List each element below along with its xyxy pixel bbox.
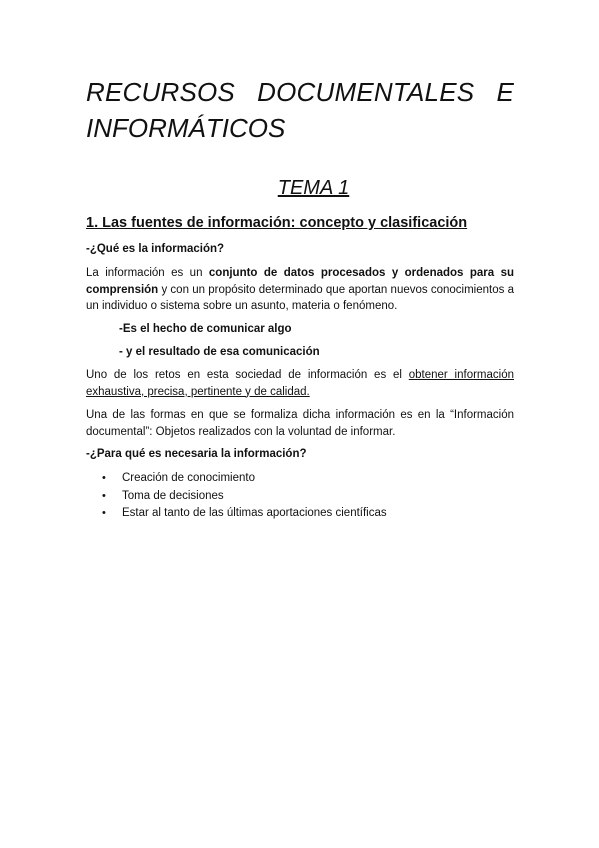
paragraph-documental-info: Una de las formas en que se formaliza dicha información es en la “Información documental”: Objetos realizados con la voluntad de informar. [86,409,514,438]
list-item [86,470,516,488]
list-item-text: Toma de decisiones [122,489,224,502]
challenges-underlined-text: obtener información exhaustiva, precisa, pertinente y de calidad. [86,369,514,398]
section-heading [86,213,516,233]
question-what-is-information: -¿Qué es la información? [86,243,225,255]
list-item [86,488,516,506]
document-title-line2: INFORMÁTICOS [86,113,286,143]
topic-heading-text: TEMA 1 [277,177,350,199]
definition-bold-text: conjunto de datos procesados y ordenados para su comprensión [86,267,515,296]
document-title-line1: RECURSOS DOCUMENTALES E [86,77,514,107]
question-why-information: -¿Para qué es necesaria la información? [86,448,307,460]
topic-heading [0,176,599,200]
definition-text-end: y con un propósito determinado que aportan nuevos conocimientos a un individuo o sistema sobre un asunto, materia o fenómeno. [86,283,514,312]
definition-text-start: La información es un [86,267,209,279]
bullet-icon: • [102,472,106,484]
paragraph-challenges [86,367,514,400]
bullet-icon: • [102,507,106,519]
list-item-text: Creación de conocimiento [122,472,255,484]
section-heading-text: 1. Las fuentes de información: concepto y clasificación [86,215,468,231]
list-item-text: Estar al tanto de las últimas aportaciones científicas [122,507,387,519]
reasons-list [86,470,516,523]
subpoint-result: - y el resultado de esa comunicación [119,346,320,358]
subpoint-communicate: -Es el hecho de comunicar algo [119,323,292,335]
bullet-icon: • [102,489,106,502]
paragraph-definition [86,265,514,315]
list-item [86,505,516,523]
challenges-text: Uno de los retos en esta sociedad de información es el [86,369,409,381]
